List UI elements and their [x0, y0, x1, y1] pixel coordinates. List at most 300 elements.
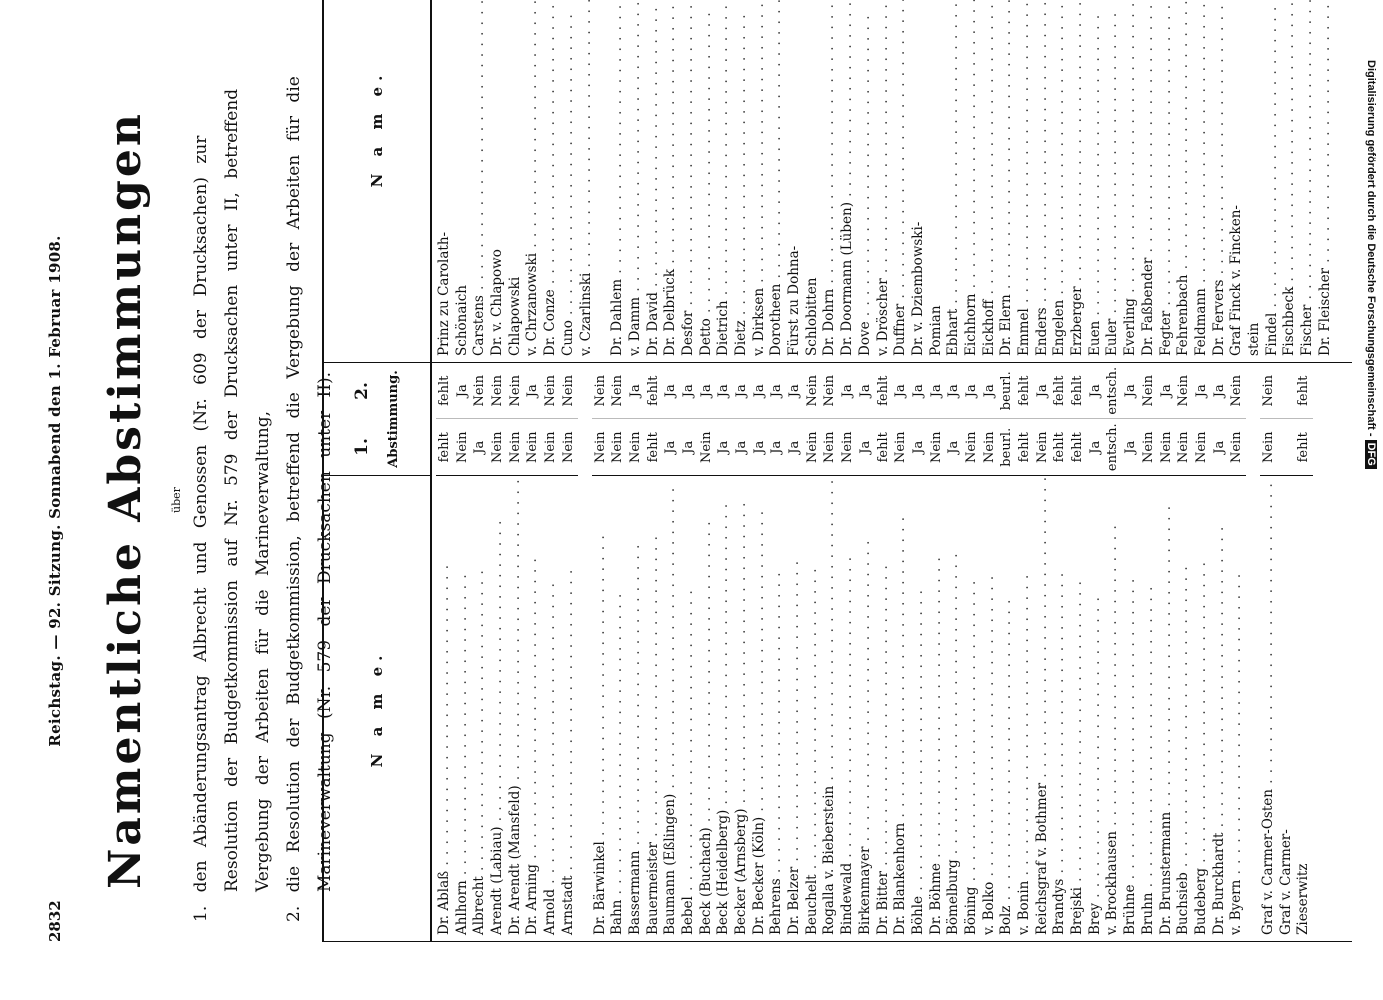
table-row [768, 0, 786, 362]
member-name: Prinz zu Carolath- [436, 231, 452, 356]
table-row [1069, 363, 1087, 941]
table-row [645, 0, 663, 362]
table-row [875, 363, 893, 941]
vote-table-1 [322, 363, 1352, 942]
member-name: Arnstadt . . . [560, 476, 578, 941]
member-name: Fehrenbach . . . [1175, 0, 1193, 362]
member-name: Dr. Elern . . . [998, 0, 1016, 362]
table-row [910, 0, 928, 362]
vote-2: Nein [560, 363, 578, 420]
vote-2: Nein [507, 363, 525, 420]
member-name: Böning . . . [963, 476, 981, 941]
table-row [715, 363, 733, 941]
table-row [1051, 0, 1069, 362]
member-name: Brandys . . . [1051, 476, 1069, 941]
member-name: Schlobitten [803, 277, 820, 356]
member-name: Carstens . . . [471, 0, 489, 362]
table-row [489, 0, 507, 362]
table-row [857, 363, 875, 941]
table-row [804, 0, 822, 362]
member-name: Baumann (Eßlingen) . . . [662, 476, 680, 941]
vote-item-2: 2. die Resolution der Budgetkommission, betreffend die Vergebung der Arbeiten für die Marineverwaltung (Nr. 579 der Drucksachen unter II). [284, 76, 335, 922]
vote-cells [1158, 363, 1176, 476]
vote-cells [1087, 363, 1105, 476]
member-name: Graf v. Carmer- [1277, 829, 1294, 935]
name-column-header: N a m e. [368, 649, 386, 768]
member-name: Bolz . . . [998, 476, 1016, 941]
member-name: Pomian [927, 305, 944, 356]
digitization-note [1355, 60, 1377, 660]
vote-1: Nein [454, 431, 470, 464]
member-name: Beck (Buchach) . . . [698, 476, 716, 941]
vote-1: fehlt [1070, 432, 1086, 463]
vote-2-header: 2. [352, 382, 372, 400]
member-name: Dr. Dahlem . . . [609, 0, 627, 362]
vote-cells [1069, 363, 1087, 476]
vote-1: beurl. [999, 427, 1015, 467]
member-name: v. Chrzanowski . . . [524, 0, 542, 362]
vote-1 [1278, 419, 1296, 475]
member-name: Dr. Belzer . . . [786, 476, 804, 941]
member-name: Eichhorn . . . [963, 0, 981, 362]
table-row [507, 363, 525, 941]
vote-items [186, 70, 341, 922]
member-name: Dr. Brunstermann . . . [1158, 476, 1176, 941]
member-name: Emmel . . . [1016, 0, 1034, 362]
vote-1: Nein [627, 431, 643, 464]
vote-2: Ja [680, 363, 698, 420]
table-row [981, 0, 999, 362]
table-row [627, 0, 645, 362]
vote-cells [560, 363, 578, 476]
table-row [839, 363, 857, 941]
vote-cells [471, 363, 489, 476]
table-row [436, 363, 454, 941]
member-name: v. Bolko . . . [981, 476, 999, 941]
member-name: Dietrich . . . [715, 0, 733, 362]
vote-column-header [324, 363, 430, 476]
member-name: Cuno . . . [560, 0, 578, 362]
vote-table-2 [322, 0, 1352, 363]
vote-2: Ja [698, 363, 716, 420]
member-name: v. Czarlinski . . . [578, 0, 596, 362]
member-name: v. Byern . . . [1228, 476, 1246, 941]
vote-cells [1016, 363, 1034, 476]
member-name: v. Brockhausen . . . [1104, 476, 1122, 941]
vote-cells [645, 363, 663, 476]
table-row [892, 0, 910, 362]
member-name: v. Damm . . . [627, 0, 645, 362]
member-name: Dr. Fleischer . . . [1317, 0, 1335, 362]
table-row [963, 0, 981, 362]
member-name: Everling . . . [1122, 0, 1140, 362]
member-name: Dr. David . . . [645, 0, 663, 362]
member-name: Erzberger . . . [1069, 0, 1087, 362]
vote-cells [1193, 363, 1211, 476]
table-row [786, 0, 804, 362]
table-row [1140, 363, 1158, 941]
table-row [857, 0, 875, 362]
vote-2: fehlt [1051, 363, 1069, 420]
vote-1: Ja [734, 440, 749, 454]
table-row [698, 363, 716, 941]
member-name: Eickhoff . . . [981, 0, 999, 362]
vote-1: Ja [680, 440, 696, 454]
vote-2: Ja [733, 363, 751, 420]
vote-2: Ja [786, 363, 804, 420]
vote-1: Nein [804, 431, 820, 464]
member-name: Birkenmayer . . . [857, 476, 875, 941]
vote-2: Ja [454, 363, 472, 420]
vote-cells [1051, 363, 1069, 476]
table-row [1211, 0, 1229, 362]
vote-2: Ja [981, 363, 999, 420]
member-name: Euler . . . [1104, 0, 1122, 362]
vote-cells [786, 363, 804, 476]
vote-1: Ja [946, 440, 962, 454]
table-row [1016, 363, 1034, 941]
vote-2: Nein [1140, 363, 1158, 420]
vote-1: Ja [716, 440, 732, 454]
member-name: Bebel . . . [680, 476, 698, 941]
vote-1: fehlt [1052, 432, 1068, 463]
member-name: Albrecht . . . [471, 476, 489, 941]
member-name: Desfor . . . [680, 0, 698, 362]
table-row [733, 0, 751, 362]
vote-2: Nein [592, 363, 610, 420]
vote-2: Ja [1087, 363, 1105, 420]
member-name: Dove . . . [857, 0, 875, 362]
table-row [715, 0, 733, 362]
vote-cells [1122, 363, 1140, 476]
table-row [454, 0, 472, 362]
table-row [542, 0, 560, 362]
spacer-row [1246, 363, 1260, 941]
vote-1: Nein [490, 431, 506, 464]
member-name: Dr. Fervers . . . [1211, 0, 1229, 362]
vote-2: Ja [751, 363, 769, 420]
table-row [963, 363, 981, 941]
spacer-row [578, 363, 592, 941]
vote-2: Ja [1122, 363, 1140, 420]
member-name: Budeberg . . . [1193, 476, 1211, 941]
vote-1: Nein [1193, 431, 1209, 464]
member-name: Dietz . . . [733, 0, 751, 362]
table-row [1087, 0, 1105, 362]
member-name: Böhle . . . [910, 476, 928, 941]
member-name: Dr. Bitter . . . [875, 476, 893, 941]
vote-cells [928, 363, 946, 476]
member-name: Dr. v. Chlapowo [489, 249, 506, 356]
table-row [471, 0, 489, 362]
member-name: Brühne . . . [1122, 476, 1140, 941]
vote-2: Nein [489, 363, 507, 420]
member-name: stein [1245, 322, 1262, 356]
member-name: Beuchelt . . . [804, 476, 822, 941]
member-name: Arendt (Labiau) . . . [489, 476, 507, 941]
vote-2: Ja [963, 363, 981, 420]
member-name: Beck (Heidelberg) . . . [715, 476, 733, 941]
vote-1: Nein [1260, 431, 1276, 464]
table-row [981, 363, 999, 941]
member-name: Dr. Faßbender . . . [1140, 0, 1158, 362]
vote-cells [981, 363, 999, 476]
vote-1: fehlt [1296, 432, 1312, 463]
table-header [322, 0, 432, 362]
vote-cells [715, 363, 733, 476]
table-row [1260, 363, 1278, 941]
vote-1: Nein [543, 431, 559, 464]
member-name: Dr. Burckhardt . . . [1211, 476, 1229, 941]
vote-1: fehlt [1017, 432, 1032, 463]
vote-cells [821, 363, 839, 476]
vote-1: Nein [840, 431, 856, 464]
table-row [662, 363, 680, 941]
member-name: Schönaich [453, 285, 470, 356]
member-name: Detto . . . [698, 0, 716, 362]
member-name: Dr. Arendt (Mansfeld) . . . [507, 476, 525, 941]
vote-2: Ja [715, 363, 733, 420]
vote-1: Ja [1123, 440, 1139, 454]
table-row [998, 363, 1016, 941]
table-row [1158, 0, 1176, 362]
table-row [592, 363, 610, 941]
vote-1: Ja [910, 440, 926, 454]
member-name: Dr. Arning . . . [524, 476, 542, 941]
member-name: Dr. Böhme . . . [928, 476, 946, 941]
vote-2: fehlt [1295, 363, 1313, 420]
member-name: Euen . . . [1087, 0, 1105, 362]
vote-item-1: 1. den Abänderungsantrag Albrecht und Genossen (Nr. 609 der Drucksachen) zur Resolution der Budgetkommission auf Nr. 579 der Drucksachen unter II, betreffend Vergebung der Arbeiten für die Marineverwaltung, [191, 88, 273, 922]
member-name: Bömelburg . . . [945, 476, 963, 941]
member-name: Engelen . . . [1051, 0, 1069, 362]
vote-2: Ja [524, 363, 542, 420]
member-name: Dr. Delbrück . . . [662, 0, 680, 362]
vote-cells [1211, 363, 1229, 476]
vote-2: fehlt [436, 363, 454, 420]
table-row [542, 363, 560, 941]
vote-1: Nein [963, 431, 979, 464]
vote-2: Ja [627, 363, 645, 420]
member-name: Dr. Doormann (Lüben) . . . [839, 0, 857, 362]
member-name: Bahn . . . [609, 476, 627, 941]
table-row [875, 0, 893, 362]
table-row [627, 363, 645, 941]
digitization-text: Digitalisierung gefördert durch die Deutsche Forschungsgemeinschaft - [1365, 60, 1377, 437]
table-row [507, 0, 525, 362]
table-row [680, 0, 698, 362]
vote-2: Nein [1260, 363, 1278, 420]
table-row [1193, 363, 1211, 941]
vote-1: Nein [822, 431, 838, 464]
table-row [1175, 0, 1193, 362]
vote-1: Nein [592, 431, 608, 464]
vote-1: Nein [1176, 431, 1192, 464]
vote-2: Ja [1158, 363, 1176, 420]
table-row [1051, 363, 1069, 941]
vote-1: Ja [857, 440, 873, 454]
table-row [1069, 0, 1087, 362]
vote-2: Ja [857, 363, 875, 420]
table-row [945, 0, 963, 362]
table-row [1122, 363, 1140, 941]
vote-cells [768, 363, 786, 476]
member-name: v. Dirksen . . . [751, 0, 769, 362]
table-body [432, 363, 1352, 941]
table-row [454, 363, 472, 941]
member-name: Reichsgraf v. Bothmer . . . [1034, 476, 1052, 941]
table-row [821, 0, 839, 362]
spacer-row [595, 0, 609, 362]
vote-cells [751, 363, 769, 476]
member-name: Bauermeister . . . [645, 476, 663, 941]
member-name: Feldmann . . . [1193, 0, 1211, 362]
member-name: Rogalla v. Bieberstein . . . [821, 476, 839, 941]
table-row [821, 363, 839, 941]
table-body [432, 0, 1352, 362]
member-name: Bindewald . . . [839, 476, 857, 941]
table-row [578, 0, 596, 362]
table-row [768, 363, 786, 941]
table-row [733, 363, 751, 941]
vote-cells [857, 363, 875, 476]
table-row [839, 0, 857, 362]
vote-1: fehlt [875, 432, 891, 463]
member-name: Fischer . . . [1299, 0, 1317, 362]
vote-1: Nein [610, 431, 626, 464]
vote-2: Ja [1034, 363, 1052, 420]
vote-1: Ja [472, 440, 488, 454]
vote-2: Ja [928, 363, 946, 420]
vote-cells [507, 363, 525, 476]
vote-2: Nein [471, 363, 489, 420]
vote-2: Nein [1175, 363, 1193, 420]
vote-cells [592, 363, 610, 476]
table-row [1034, 363, 1052, 941]
table-row [928, 363, 946, 941]
table-row [1211, 363, 1229, 941]
vote-cells [1260, 363, 1278, 476]
vote-cells [627, 363, 645, 476]
vote-cells [1034, 363, 1052, 476]
table-row [1264, 0, 1282, 362]
vote-cells [1228, 363, 1246, 476]
table-row [751, 0, 769, 362]
vote-tables [322, 40, 1352, 942]
vote-2: fehlt [1069, 363, 1087, 420]
vote-2: Ja [892, 363, 910, 420]
member-name: Arnold . . . [542, 476, 560, 941]
vote-1: Nein [1140, 431, 1156, 464]
table-row [1281, 0, 1299, 362]
vote-cells [436, 363, 454, 476]
vote-2: beurl. [998, 363, 1016, 420]
member-name: Ahlhorn . . . [454, 476, 472, 941]
vote-2: Ja [768, 363, 786, 420]
table-row [662, 0, 680, 362]
vote-cells [489, 363, 507, 476]
table-row [1034, 0, 1052, 362]
table-row [471, 363, 489, 941]
member-name: Dr. Bärwinkel . . . [592, 476, 610, 941]
table-row [804, 363, 822, 941]
table-row [560, 0, 578, 362]
vote-1: Ja [769, 440, 785, 454]
member-name: v. Bonin . . . [1016, 476, 1034, 941]
member-name: Dr. Becker (Köln) . . . [751, 476, 769, 941]
vote-cells [662, 363, 680, 476]
member-name: Enders . . . [1034, 0, 1052, 362]
member-name: Dr. Ablaß . . . [436, 476, 454, 941]
vote-2: Ja [910, 363, 928, 420]
member-name: Dr. Dohrn . . . [821, 0, 839, 362]
vote-1: Nein [1034, 431, 1050, 464]
table-row [928, 0, 946, 362]
table-row [1228, 0, 1246, 362]
vote-cells [1175, 363, 1193, 476]
vote-cells [524, 363, 542, 476]
vote-cells [1278, 363, 1296, 476]
vote-2: Ja [945, 363, 963, 420]
table-row [1228, 363, 1246, 941]
vote-1: Ja [787, 440, 803, 454]
table-row [609, 0, 627, 362]
member-name: Dr. Blankenhorn . . . [892, 476, 910, 941]
vote-1: Nein [893, 431, 909, 464]
vote-cells [609, 363, 627, 476]
member-name: Bruhn . . . [1140, 476, 1158, 941]
member-name: Fischbeck . . . [1281, 0, 1299, 362]
vote-1: Nein [560, 431, 576, 464]
table-row [1299, 0, 1317, 362]
table-row [1175, 363, 1193, 941]
table-row [524, 363, 542, 941]
member-name: Buchsieb . . . [1175, 476, 1193, 941]
table-row [489, 363, 507, 941]
vote-cells [910, 363, 928, 476]
vote-1: Nein [1158, 431, 1174, 464]
vote-cells [892, 363, 910, 476]
vote-2: fehlt [645, 363, 663, 420]
table-row [1016, 0, 1034, 362]
table-row [910, 363, 928, 941]
member-name: Ebhart . . . [945, 0, 963, 362]
page-number: 2832 [46, 900, 64, 942]
member-name: Dorotheen . . . [768, 0, 786, 362]
table-row [1087, 363, 1105, 941]
member-name: v. Dröscher . . . [875, 0, 893, 362]
vote-1: Nein [1229, 431, 1245, 464]
vote-cells [963, 363, 981, 476]
vote-1: fehlt [437, 432, 452, 463]
table-row [1278, 363, 1296, 941]
vote-2 [1278, 363, 1296, 420]
dfg-logo: DFG [1365, 440, 1377, 469]
member-name: Graf v. Carmer-Osten . . . [1260, 476, 1278, 941]
vote-2: Nein [609, 363, 627, 420]
vote-2: Ja [1211, 363, 1229, 420]
vote-2: Ja [839, 363, 857, 420]
table-row [609, 363, 627, 941]
member-name: Brejski . . . [1069, 476, 1087, 941]
vote-2: Nein [1228, 363, 1246, 420]
member-name: Dr. Conze . . . [542, 0, 560, 362]
table-row [751, 363, 769, 941]
member-name: Graf Finck v. Fincken- [1228, 205, 1245, 356]
vote-1-header: 1. [352, 438, 372, 456]
member-name: Duffner . . . [892, 0, 910, 362]
vote-2: Nein [542, 363, 560, 420]
